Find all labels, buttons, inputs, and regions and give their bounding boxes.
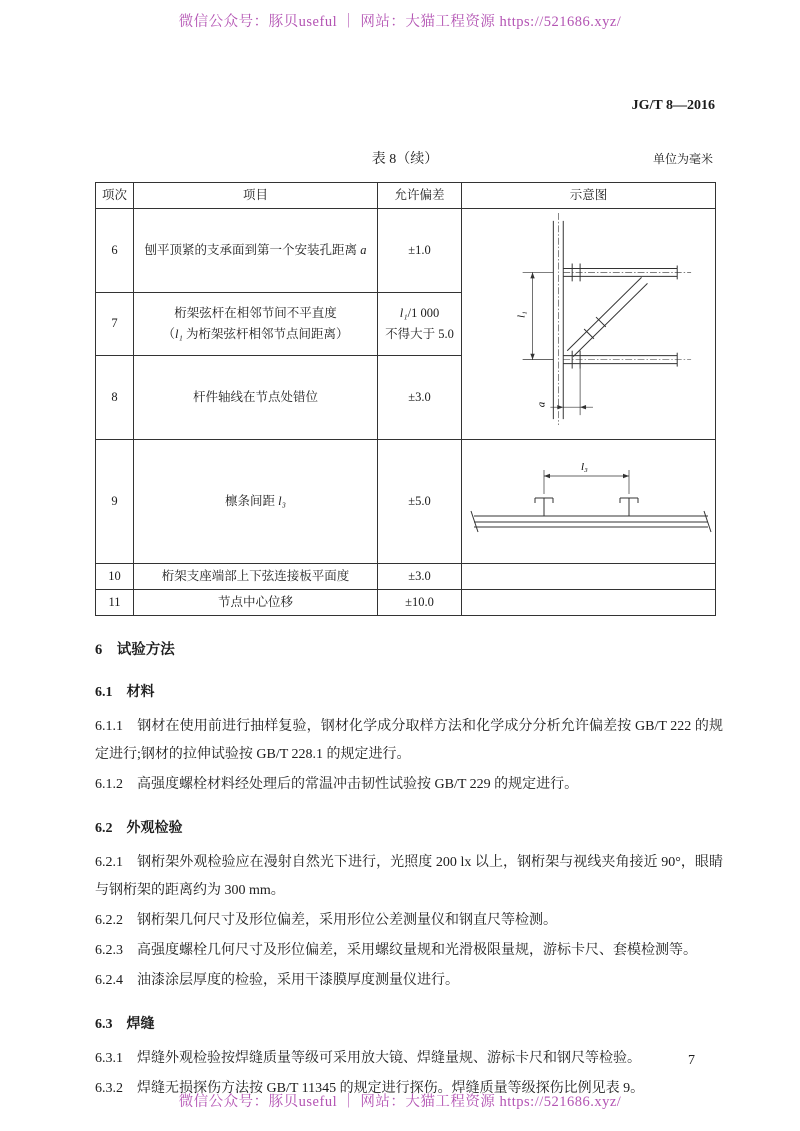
row7-tolerance: l₁/1 000 不得大于 5.0 bbox=[378, 292, 462, 355]
table-row bbox=[96, 209, 716, 293]
clause-6-2-2: 6.2.2 钢桁架几何尺寸及形位偏差，采用形位公差测量仪和钢直尺等检测。 bbox=[95, 913, 557, 928]
row9-item: 檩条间距 l₃ bbox=[134, 439, 378, 563]
truss-joint-drawing bbox=[466, 211, 716, 429]
row8-tolerance: ±3.0 bbox=[378, 355, 462, 439]
row11-diagram-empty bbox=[462, 590, 716, 616]
standard-code: JG/T 8—2016 bbox=[631, 98, 715, 113]
purlin-spacing-diagram bbox=[462, 439, 716, 563]
col-header-item: 项目 bbox=[134, 183, 378, 209]
watermark-bottom: 微信公众号：豚贝useful ｜ 网站：大猫工程资源 https://521686.xyz/ bbox=[178, 1094, 622, 1110]
table-title: 表 8（续） bbox=[371, 152, 439, 167]
table-caption bbox=[95, 148, 715, 168]
dim-label-l1: l₁ bbox=[515, 311, 528, 319]
row11-item: 节点中心位移 bbox=[134, 590, 378, 616]
purlin-spacing-drawing bbox=[466, 442, 716, 554]
table-row bbox=[96, 590, 716, 616]
watermark-top: 微信公众号：豚贝useful ｜ 网站：大猫工程资源 https://521686.xyz/ bbox=[178, 14, 622, 30]
row11-tolerance: ±10.0 bbox=[378, 590, 462, 616]
col-header-no: 项次 bbox=[96, 183, 134, 209]
document-body bbox=[95, 638, 723, 1105]
row11-no: 11 bbox=[96, 590, 134, 616]
clause-6-1-1: 6.1.1 钢材在使用前进行抽样复验，钢材化学成分取样方法和化学成分分析允许偏差按 GB/T 222 的规定进行;钢材的拉伸试验按 GB/T 228.1 的规定进行。 bbox=[95, 719, 723, 762]
row10-no: 10 bbox=[96, 563, 134, 589]
variable-l3: l₃ bbox=[278, 493, 286, 508]
row9-tolerance: ±5.0 bbox=[378, 439, 462, 563]
section-heading-6-1: 6.1 材料 bbox=[95, 685, 155, 700]
clause-6-2-3: 6.2.3 高强度螺栓几何尺寸及形位偏差，采用螺纹量规和光滑极限量规，游标卡尺、套模检测等。 bbox=[95, 943, 697, 958]
clause-6-1-2: 6.1.2 高强度螺栓材料经处理后的常温冲击韧性试验按 GB/T 229 的规定进行。 bbox=[95, 777, 579, 792]
truss-joint-diagram bbox=[462, 209, 716, 439]
dim-label-l3: l₃ bbox=[581, 460, 588, 473]
table-row bbox=[96, 439, 716, 563]
clause-6-3-2: 6.3.2 焊缝无损探伤方法按 GB/T 11345 的规定进行探伤。焊缝质量等级探伤比例见表 9。 bbox=[95, 1081, 645, 1096]
row6-no: 6 bbox=[96, 209, 134, 293]
table-row bbox=[96, 563, 716, 589]
row10-item: 桁架支座端部上下弦连接板平面度 bbox=[134, 563, 378, 589]
row10-tolerance: ±3.0 bbox=[378, 563, 462, 589]
clause-6-2-4: 6.2.4 油漆涂层厚度的检验，采用干漆膜厚度测量仪进行。 bbox=[95, 973, 459, 988]
page-number: 7 bbox=[688, 1053, 695, 1068]
dim-label-a: a bbox=[535, 401, 548, 408]
tolerance-table bbox=[95, 182, 716, 616]
col-header-diagram: 示意图 bbox=[462, 183, 716, 209]
row9-no: 9 bbox=[96, 439, 134, 563]
variable-a: a bbox=[360, 242, 367, 257]
row7-item: 桁架弦杆在相邻节间不平直度 （l₁ 为桁架弦杆相邻节点间距离） bbox=[134, 292, 378, 355]
table-unit-note: 单位为毫米 bbox=[652, 152, 713, 166]
row7-no: 7 bbox=[96, 292, 134, 355]
row10-diagram-empty bbox=[462, 563, 716, 589]
variable-l1: l₁ bbox=[175, 326, 183, 341]
section-heading-6-2: 6.2 外观检验 bbox=[95, 821, 183, 836]
variable-l1: l₁ bbox=[399, 305, 408, 320]
table-header-row bbox=[96, 183, 716, 209]
row6-tolerance: ±1.0 bbox=[378, 209, 462, 293]
clause-6-2-1: 6.2.1 钢桁架外观检验应在漫射自然光下进行，光照度 200 lx 以上，钢桁架与视线夹角接近 90°，眼睛与钢桁架的距离约为 300 mm。 bbox=[95, 855, 723, 898]
row8-no: 8 bbox=[96, 355, 134, 439]
section-heading-6-3: 6.3 焊缝 bbox=[95, 1017, 155, 1032]
row6-item: 刨平顶紧的支承面到第一个安装孔距离 a bbox=[134, 209, 378, 293]
row8-item: 杆件轴线在节点处错位 bbox=[134, 355, 378, 439]
clause-6-3-1: 6.3.1 焊缝外观检验按焊缝质量等级可采用放大镜、焊缝量规、游标卡尺和钢尺等检验。 bbox=[95, 1051, 641, 1066]
section-heading-6: 6 试验方法 bbox=[95, 642, 175, 658]
col-header-tolerance: 允许偏差 bbox=[378, 183, 462, 209]
